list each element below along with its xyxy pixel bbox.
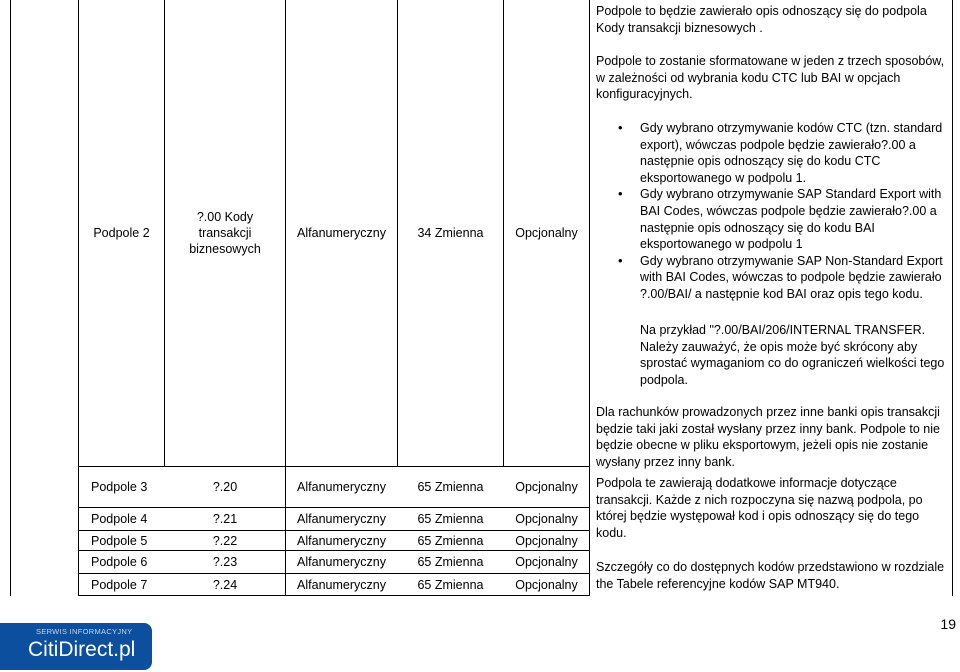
field-code-cell: ?.24 — [212, 577, 238, 592]
description-paragraph: Dla rachunków prowadzonych przez inne banki opis transakcji będzie taki jaki został wysłany przez inny bank. Podpole to nie będzie obecne w pliku eksportowym, jeżeli opis nie zostanie wysłany przez inny bank. — [596, 405, 940, 469]
list-item: • Gdy wybrano otrzymywanie SAP Non-Standard Export with BAI Codes, wówczas to podpole będzie zawierało ?.00/BAI/ a następnie kod BAI oraz opis tego kodu. — [612, 253, 948, 303]
field-type-cell: Alfanumeryczny — [297, 577, 386, 592]
merged-field-description — [596, 559, 948, 592]
field-description — [596, 404, 948, 470]
field-name-cell: Podpole 2 — [93, 226, 150, 240]
field-type-cell: Alfanumeryczny — [297, 555, 386, 569]
field-type-cell: Alfanumeryczny — [297, 480, 386, 494]
field-name-cell: Podpole 6 — [91, 555, 148, 569]
logo-tagline: SERWIS INFORMACYJNY — [36, 627, 133, 636]
logo-wordmark: CitiDirect.pl — [28, 638, 136, 661]
description-paragraph: Podpole to zostanie sformatowane w jeden z trzech sposobów, w zależności od wybrania kodu CTC lub BAI w opcjach konfiguracyjnych. — [596, 54, 945, 102]
field-code-cell: ?.22 — [212, 533, 238, 548]
field-name-cell: Podpole 5 — [91, 533, 148, 548]
field-length-cell: 65 Zmienna — [417, 533, 484, 548]
field-length-cell: 65 Zmienna — [417, 555, 484, 569]
field-length-cell: 65 Zmienna — [417, 480, 484, 494]
page-number: 19 — [940, 616, 956, 632]
field-requirement-cell: Opcjonalny — [515, 555, 578, 569]
field-type-cell: Alfanumeryczny — [297, 512, 386, 526]
field-length-cell: 34 Zmienna — [417, 226, 484, 240]
description-paragraph: Podpole to będzie zawierało opis odnoszący się do podpola Kody transakcji biznesowych . — [596, 4, 927, 35]
field-type-cell: Alfanumeryczny — [297, 226, 386, 240]
description-paragraph: Szczegóły co do dostępnych kodów przedstawiono w rozdziale the Tabele referencyjne kodów SAP MT940. — [596, 560, 945, 591]
field-length-cell: 65 Zmienna — [417, 512, 484, 526]
field-description — [596, 53, 948, 103]
field-name-cell: Podpole 4 — [91, 512, 148, 526]
field-name-cell: Podpole 7 — [91, 577, 148, 592]
list-item: • Gdy wybrano otrzymywanie SAP Standard Export with BAI Codes, wówczas podpole będzie zawierało?.00 a następnie opis odnoszący się do kodu BAI eksportowanego w podpolu 1 — [612, 186, 948, 252]
format-options-list — [612, 120, 948, 303]
field-code-cell: ?.20 — [212, 480, 238, 494]
field-type-cell: Alfanumeryczny — [297, 533, 386, 548]
table-border-left — [10, 0, 11, 596]
table-border-right — [952, 0, 953, 596]
example-note: Na przykład "?.00/BAI/206/INTERNAL TRANSFER. Należy zauważyć, że opis może być skrócony aby sprostać wymaganiom co do ograniczeń wielkości tego podpola. — [640, 323, 945, 387]
field-requirement-cell: Opcjonalny — [515, 577, 578, 592]
field-code-cell: ?.21 — [212, 512, 238, 526]
field-requirement-cell: Opcjonalny — [515, 226, 578, 240]
field-description — [596, 3, 948, 36]
field-code-cell: ?.23 — [212, 555, 238, 569]
description-paragraph: Podpola te zawierają dodatkowe informacje dotyczące transakcji. Każde z nich rozpoczyna się nazwą podpola, po której będzie występował kod i opis odnoszący się do tego kodu. — [596, 476, 923, 540]
field-code-cell: ?.00 Kody transakcji biznesowych — [189, 210, 261, 256]
citidirect-logo[interactable] — [0, 623, 152, 670]
field-length-cell: 65 Zmienna — [417, 577, 484, 592]
list-item: • Gdy wybrano otrzymywanie kodów CTC (tzn. standard export), wówczas podpole będzie zawierało?.00 a następnie opis odnoszący się do kodu CTC eksportowanego w podpolu 1. — [612, 120, 948, 186]
field-requirement-cell: Opcjonalny — [515, 480, 578, 494]
field-requirement-cell: Opcjonalny — [515, 533, 578, 548]
field-requirement-cell: Opcjonalny — [515, 512, 578, 526]
table-bottom-border — [78, 595, 590, 596]
field-name-cell: Podpole 3 — [91, 480, 148, 494]
merged-field-description — [596, 475, 948, 541]
